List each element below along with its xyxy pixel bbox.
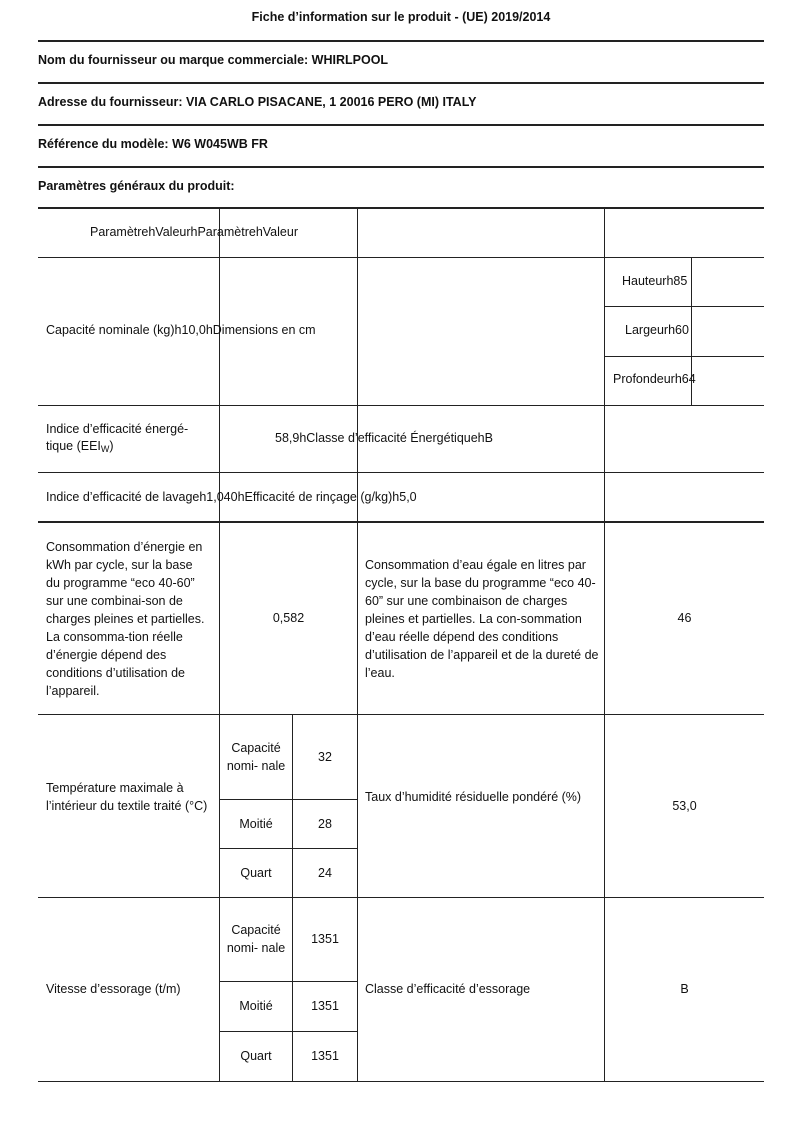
table-header-row: ParamètrehValeurhParamètrehValeur xyxy=(90,225,298,239)
dimension-height: Hauteurh85 xyxy=(622,274,688,288)
row-divider xyxy=(38,257,764,258)
spin-half-value: 1351 xyxy=(311,999,339,1013)
spin-efficiency-class-value: B xyxy=(680,982,689,996)
spin-rated-capacity-value: 1351 xyxy=(311,932,339,946)
eei-subscript: W xyxy=(100,444,110,454)
eei-label xyxy=(46,421,216,458)
general-parameters-heading: Paramètres généraux du produit: xyxy=(38,179,235,193)
spin-efficiency-class-label: Classe d’efficacité d’essorage xyxy=(365,982,531,996)
spin-quarter-label: Quart xyxy=(240,1049,272,1063)
temp-quarter-label: Quart xyxy=(240,865,272,880)
table-bottom-border xyxy=(38,1081,764,1082)
divider xyxy=(38,40,764,42)
temp-rated-capacity-value: 32 xyxy=(318,749,332,764)
residual-moisture-label: Taux d’humidité résiduelle pondéré (%) xyxy=(365,790,582,804)
model-reference: Référence du modèle: W6 W045WB FR xyxy=(38,137,268,151)
energy-consumption-value: 0,582 xyxy=(272,611,305,625)
temp-half-value: 28 xyxy=(318,816,332,831)
divider xyxy=(38,82,764,84)
eei-label-line1: Indice d’efficacité énergé- xyxy=(46,422,189,436)
water-consumption-value: 46 xyxy=(677,611,692,625)
divider xyxy=(38,166,764,168)
eei-label-line2: tique (EEI xyxy=(46,439,101,453)
dimension-divider xyxy=(604,356,764,357)
dimension-divider xyxy=(604,306,764,307)
max-temperature-label: Température maximale à l’intérieur du textile traité (°C) xyxy=(46,781,208,813)
temp-quarter-value: 24 xyxy=(318,865,332,880)
eei-row-text: 58,9hClasse d’efficacité ÉnergétiquehB xyxy=(275,431,493,445)
row-divider xyxy=(38,405,764,406)
energy-consumption-label: Consommation d’énergie en kWh par cycle, sur la base du programme “eco 40-60” sur une combinai-son de charges pleines et partielles. La consomma-tion réelle d’énergie dépend des conditions d’utilisation de l’appareil. xyxy=(46,540,205,698)
spin-speed-label: Vitesse d’essorage (t/m) xyxy=(46,982,181,996)
column-divider xyxy=(357,208,358,1081)
divider xyxy=(38,124,764,126)
capacity-row-text: Capacité nominale (kg)h10,0hDimensions en cm xyxy=(46,323,316,337)
spin-half-label: Moitié xyxy=(239,999,273,1013)
supplier-address: Adresse du fournisseur: VIA CARLO PISACANE, 1 20016 PERO (MI) ITALY xyxy=(38,95,477,109)
temp-half-label: Moitié xyxy=(239,816,273,831)
row-divider xyxy=(38,472,764,473)
wash-efficiency-row-text: Indice d’efficacité de lavageh1,040hEfficacité de rinçage (g/kg)h5,0 xyxy=(46,490,417,504)
supplier-name: Nom du fournisseur ou marque commerciale: WHIRLPOOL xyxy=(38,53,389,67)
document-title: Fiche d’information sur le produit - (UE) 2019/2014 xyxy=(251,10,551,24)
temp-rated-capacity-label: Capacité nomi- nale xyxy=(226,740,286,773)
table-top-border xyxy=(38,207,764,209)
spin-rated-capacity-label: Capacité nomi- nale xyxy=(226,923,286,955)
dimension-depth: Profondeurh64 xyxy=(613,372,696,386)
water-consumption-label: Consommation d’eau égale en litres par cycle, sur la base du programme “eco 40-60” sur une combinaison de charges pleines et partielles. La con-sommation d’eau réelle dépend des conditions d’utilisation de l’appareil et de la dureté de l’eau. xyxy=(365,558,599,680)
spin-quarter-value: 1351 xyxy=(311,1049,339,1063)
dimension-width: Largeurh60 xyxy=(625,323,689,337)
eei-label-close: ) xyxy=(109,439,114,453)
residual-moisture-value: 53,0 xyxy=(672,798,697,813)
